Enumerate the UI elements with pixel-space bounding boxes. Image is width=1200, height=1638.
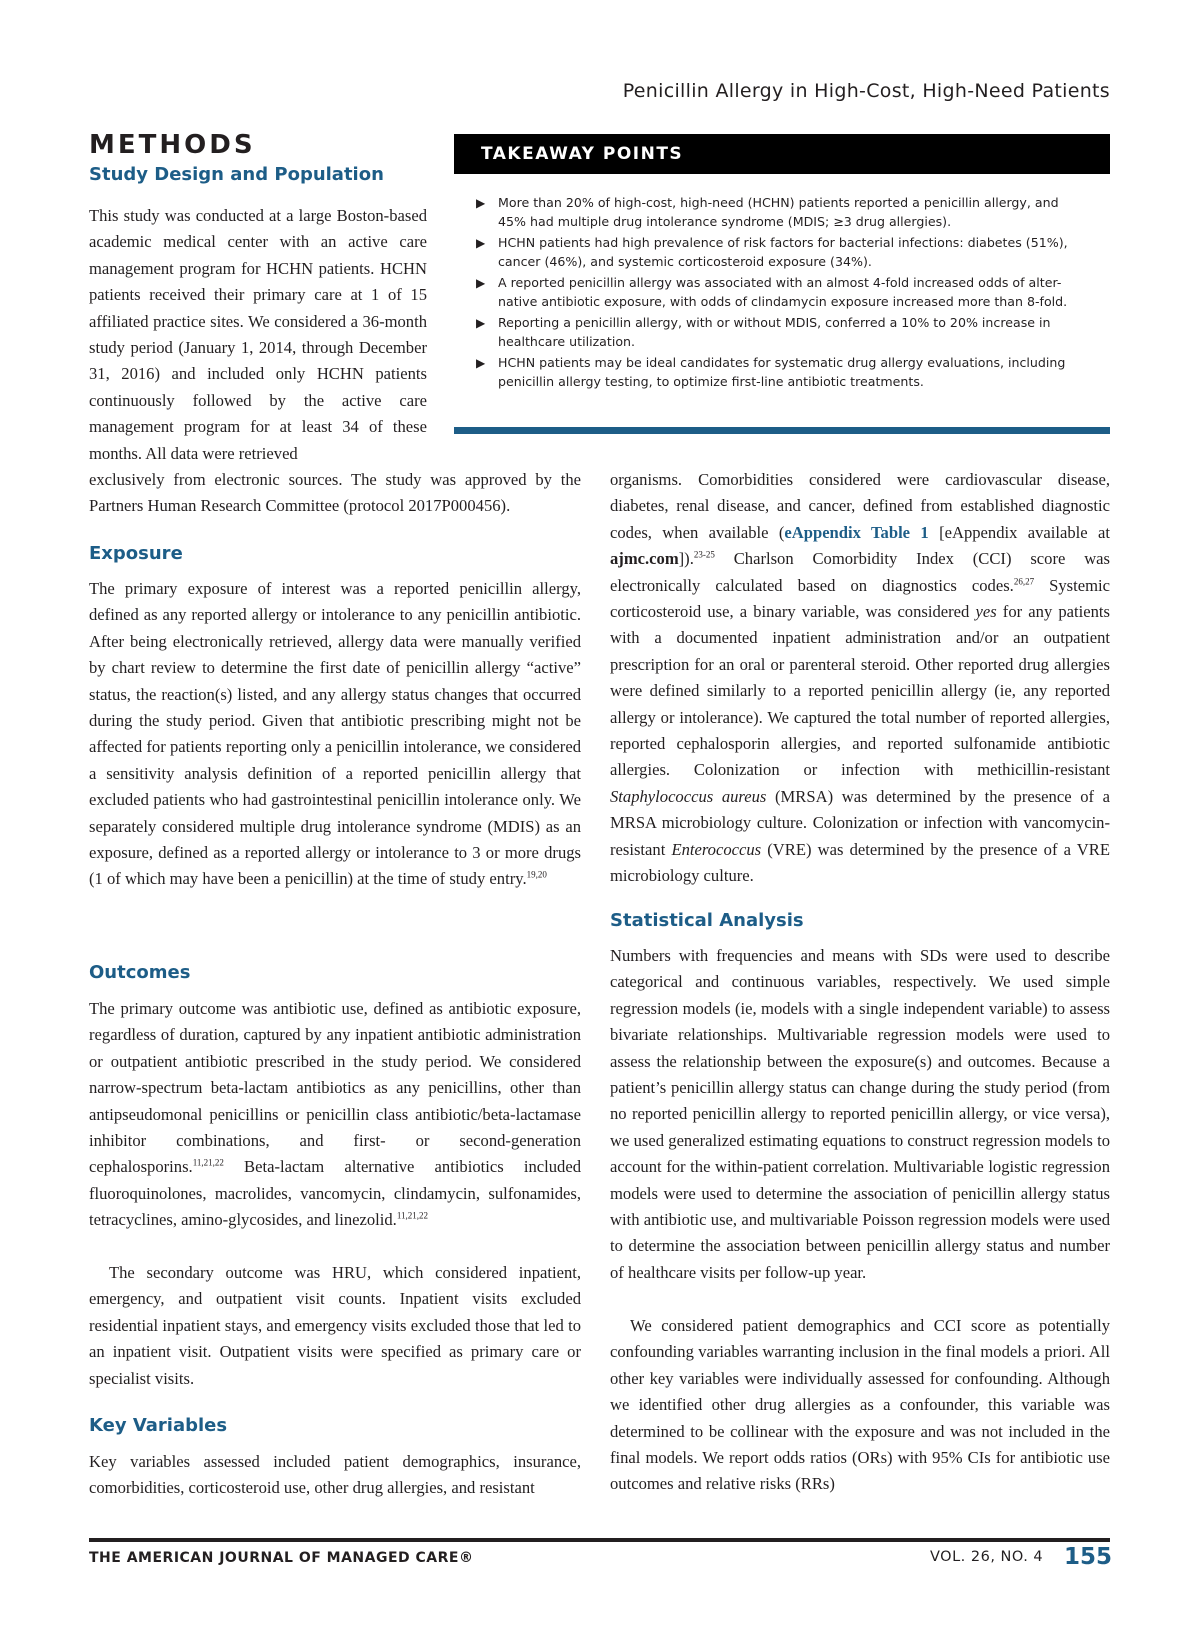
section-title-methods: METHODS [89,130,256,160]
body-text: ]). [678,549,694,569]
takeaway-point [476,194,1090,231]
heading-key-variables: Key Variables [89,1415,228,1436]
body-text: for any patients with a documented inpatient administration and/or an outpatient prescription for an oral or parenteral steroid. Other reported drug allergies were defined similarly to a reported penicillin allergy (ie, any reported allergy or intolerance). We captured the total number of reported allergies, reported cephalosporin allergies, and reported sulfonamide antibiotic allergies. Colonization or infection with methicillin-resistant [610,602,1110,780]
outcomes-text: The primary outcome was antibiotic use, defined as antibiotic exposure, regardless of duration, captured by any inpatient antibiotic administration or outpatient antibiotic prescribed in the study period. We considered narrow-spectrum beta-lactam antibiotics as any penicillins, other than antipseudomonal penicillins or penicillin class antibiotic/beta-lactamase inhibitor combinations, and first- or second-generation cephalosporins. [89,999,581,1177]
italic-term: yes [975,602,997,622]
paragraph-statistical-2: We considered patient demographics and CCI score as potentially confounding variables warranting inclusion in the final models a priori. All other key variables were individually assessed for confounding. Although we identified other drug allergies as a confounder, this variable was determined to be collinear with the exposure and was not included in the final models. We report odds ratios (ORs) with 95% CIs for antibiotic use outcomes and relative risks (RRs) [610,1316,1110,1494]
takeaway-point [476,354,1090,391]
footer-rule [89,1538,1110,1542]
website-link[interactable]: ajmc.com [610,549,679,569]
paragraph-study-design-top: This study was conducted at a large Boston-based academic medical center with an active care management program for HCHN patients. HCHN patients received their primary care at 1 of 15 affiliated practice sites. We considered a 36-month study period (January 1, 2014, through December 31, 2016) and included only HCHN patients continuously followed by the active care management program for at least 34 of these months. All data were retrieved [89,206,427,463]
takeaway-point [476,234,1090,271]
body-text: organisms. Comorbidities considered were cardiovascular disease, diabetes, renal disease, and cancer, defined from established diagnostic codes, when available ( [610,470,1110,542]
outcomes-text: Beta-lactam alternative antibiotics included fluoroquinolones, macrolides, vancomycin, clindamycin, sulfonamides, tetracyclines, amino-glycosides, and linezolid. [89,1157,581,1230]
takeaway-list [454,194,1110,391]
heading-study-design: Study Design and Population [89,164,384,185]
paragraph-key-variables: Key variables assessed included patient demographics, insurance, comorbidities, corticosteroid use, other drug allergies, and resistant [89,1452,581,1498]
italic-term: Enterococcus [671,839,762,859]
paragraph-comorbidities [610,467,1110,890]
body-text: Charlson Comorbidity Index (CCI) score was electronically calculated based on diagnostics codes. [610,549,1110,595]
takeaway-title: TAKEAWAY POINTS [454,134,1110,174]
arrow-right-icon: ▶ [476,236,486,250]
journal-name: THE AMERICAN JOURNAL OF MANAGED CARE® [89,1550,474,1566]
paragraph-study-design-bottom: exclusively from electronic sources. The study was approved by the Partners Human Research Committee (protocol 2017P000456). [89,470,581,516]
body-text: (MRSA) was determined by the presence of a MRSA microbiology culture. Colonization or infection with vancomycin-resistant [610,786,1111,859]
paragraph-outcomes-primary [89,996,581,1234]
takeaway-point [476,274,1090,311]
heading-outcomes: Outcomes [89,962,191,983]
page-number: 155 [1064,1544,1113,1570]
paragraph-statistical-1: Numbers with frequencies and means with SDs were used to describe categorical and continuous variables, respectively. We used simple regression models (ie, models with a single independent variable) to assess bivariate relationships. Multivariable regression models were used to assess the relationship between the exposure(s) and outcomes. Because a patient’s penicillin allergy status can change during the study period (from no reported penicillin allergy to reported penicillin allergy, or vice versa), we used generalized estimating equations to construct regression models to account for the within-patient correlation. Multivariable logistic regression models were used to determine the association of penicillin allergy status with antibiotic use, and multivariable Poisson regression models were used to determine the association between penicillin allergy status and number of healthcare visits per follow-up year. [610,946,1110,1282]
citation: 11,21,22 [396,1210,428,1221]
paragraph-exposure [89,576,581,893]
citation: 23-25 [693,549,715,560]
italic-term: Staphylococcus aureus [610,786,767,806]
citation: 11,21,22 [192,1157,224,1168]
arrow-right-icon: ▶ [476,196,486,210]
takeaway-point-text: HCHN patients had high prevalence of risk factors for bacterial infections: diabetes (51%), cancer (46%), and systemic corticosteroid exposure (34%). [498,235,1068,269]
heading-exposure: Exposure [89,543,183,564]
takeaway-point-text: More than 20% of high-cost, high-need (HCHN) patients reported a penicillin allergy, and 45% had multiple drug intolerance syndrome (MDIS; ≥3 drug allergies). [498,195,1059,229]
exposure-text: The primary exposure of interest was a reported penicillin allergy, defined as any reported allergy or intolerance to any penicillin antibiotic. After being electronically retrieved, allergy data were manually verified by chart review to determine the first date of penicillin allergy “active” status, the reaction(s) listed, and any allergy status changes that occurred during the study period. Given that antibiotic prescribing might not be affected for patients reporting only a penicillin intolerance, we considered a sensitivity analysis definition of a reported penicillin allergy that excluded patients who had gastrointestinal penicillin intolerance only. We separately considered multiple drug intolerance syndrome (MDIS) as an exposure, defined as a reported allergy or intolerance to 3 or more drugs (1 of which may have been a penicillin) at the time of study entry. [89,579,581,889]
body-text: Systemic corticosteroid use, a binary variable, was considered [610,575,1110,622]
takeaway-point-text: A reported penicillin allergy was associated with an almost 4-fold increased odds of alter-native antibiotic exposure, with odds of clindamycin exposure increased more than 8-fold. [498,275,1068,309]
takeaway-point [476,314,1090,351]
takeaway-point-text: Reporting a penicillin allergy, with or without MDIS, conferred a 10% to 20% increase in healthcare utilization. [498,315,1051,349]
arrow-right-icon: ▶ [476,276,486,290]
citation: 26,27 [1013,576,1035,587]
arrow-right-icon: ▶ [476,356,486,370]
citation: 19,20 [526,869,547,880]
body-text: (VRE) was determined by the presence of a VRE microbiology culture. [610,839,1110,886]
running-head: Penicillin Allergy in High-Cost, High-Need Patients [622,80,1110,102]
takeaway-point-text: HCHN patients may be ideal candidates for systematic drug allergy evaluations, including penicillin allergy testing, to optimize first-line antibiotic treatments. [498,355,1066,389]
volume-issue: VOL. 26, NO. 4 [930,1549,1044,1565]
heading-statistical-analysis: Statistical Analysis [610,910,804,931]
takeaway-box [454,134,1110,434]
paragraph-outcomes-secondary: The secondary outcome was HRU, which considered inpatient, emergency, and outpatient visit counts. Inpatient visits excluded residential inpatient stays, and emergency visits excluded those that led to an inpatient visit. Outpatient visits were specified as primary care or specialist visits. [89,1263,581,1388]
takeaway-bottom-rule [454,427,1110,434]
body-text: [eAppendix available at [928,522,1110,542]
arrow-right-icon: ▶ [476,316,486,330]
eappendix-link[interactable]: eAppendix Table 1 [784,522,929,542]
